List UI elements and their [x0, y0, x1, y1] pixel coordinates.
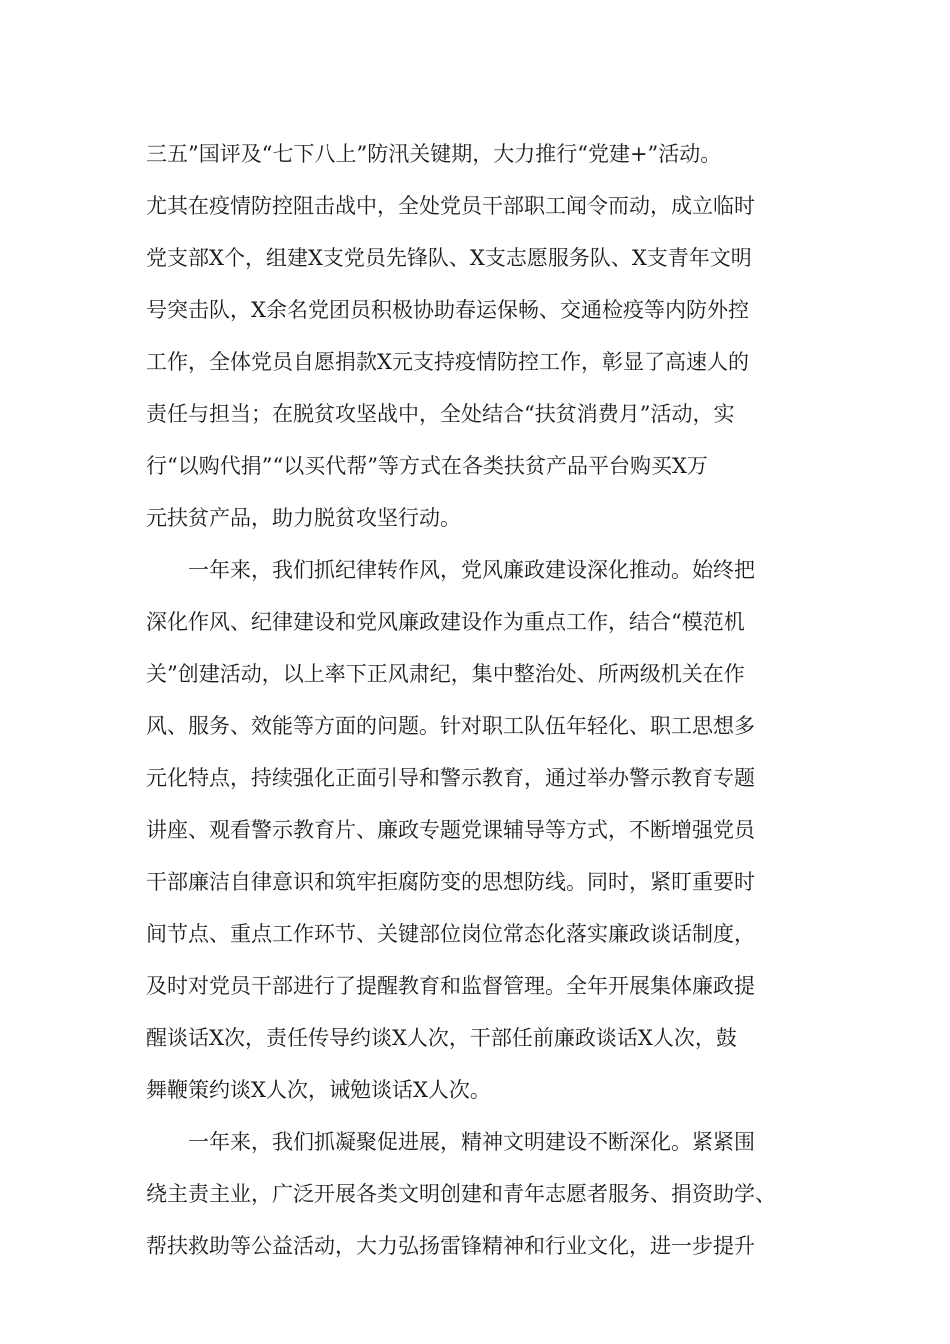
text-line: 及时对党员干部进行了提醒教育和监督管理。全年开展集体廉政提 [146, 974, 755, 998]
text-line: 号突击队，X余名党团员积极协助春运保畅、交通检疫等内防外控 [146, 298, 749, 322]
text-line: 责任与担当；在脱贫攻坚战中，全处结合“扶贫消费月”活动，实 [146, 402, 735, 426]
text-line: 行“以购代捐”“以买代帮”等方式在各类扶贫产品平台购买X万 [146, 454, 708, 478]
text-line: 间节点、重点工作环节、关键部位岗位常态化落实廉政谈话制度， [146, 922, 755, 946]
text-line: 党支部X个，组建X支党员先锋队、X支志愿服务队、X支青年文明 [146, 246, 752, 270]
text-line: 元扶贫产品，助力脱贫攻坚行动。 [146, 506, 461, 530]
text-line: 深化作风、纪律建设和党风廉政建设作为重点工作，结合“模范机 [146, 610, 745, 634]
text-line: 帮扶救助等公益活动，大力弘扬雷锋精神和行业文化，进一步提升 [146, 1234, 755, 1258]
text-line: 一年来，我们抓纪律转作风，党风廉政建设深化推动。始终把 [188, 558, 755, 582]
text-line: 绕主责主业，广泛开展各类文明创建和青年志愿者服务、捐资助学、 [146, 1182, 776, 1206]
text-line: 讲座、观看警示教育片、廉政专题党课辅导等方式，不断增强党员 [146, 818, 755, 842]
text-line: 关”创建活动，以上率下正风肃纪，集中整治处、所两级机关在作 [146, 662, 745, 686]
text-line: 工作，全体党员自愿捐款X元支持疫情防控工作，彰显了高速人的 [146, 350, 749, 374]
body-text [146, 128, 826, 1272]
text-line: 三五”国评及“七下八上”防汛关键期，大力推行“党建+”活动。 [146, 142, 722, 166]
text-line: 一年来，我们抓凝聚促进展，精神文明建设不断深化。紧紧围 [188, 1130, 755, 1154]
text-line: 尤其在疫情防控阻击战中，全处党员干部职工闻令而动，成立临时 [146, 194, 755, 218]
text-line: 风、服务、效能等方面的问题。针对职工队伍年轻化、职工思想多 [146, 714, 755, 738]
text-line: 干部廉洁自律意识和筑牢拒腐防变的思想防线。同时，紧盯重要时 [146, 870, 755, 894]
text-line: 舞鞭策约谈X人次，诫勉谈话X人次。 [146, 1078, 491, 1102]
text-line: 醒谈话X次，责任传导约谈X人次，干部任前廉政谈话X人次，鼓 [146, 1026, 737, 1050]
text-line: 元化特点，持续强化正面引导和警示教育，通过举办警示教育专题 [146, 766, 755, 790]
